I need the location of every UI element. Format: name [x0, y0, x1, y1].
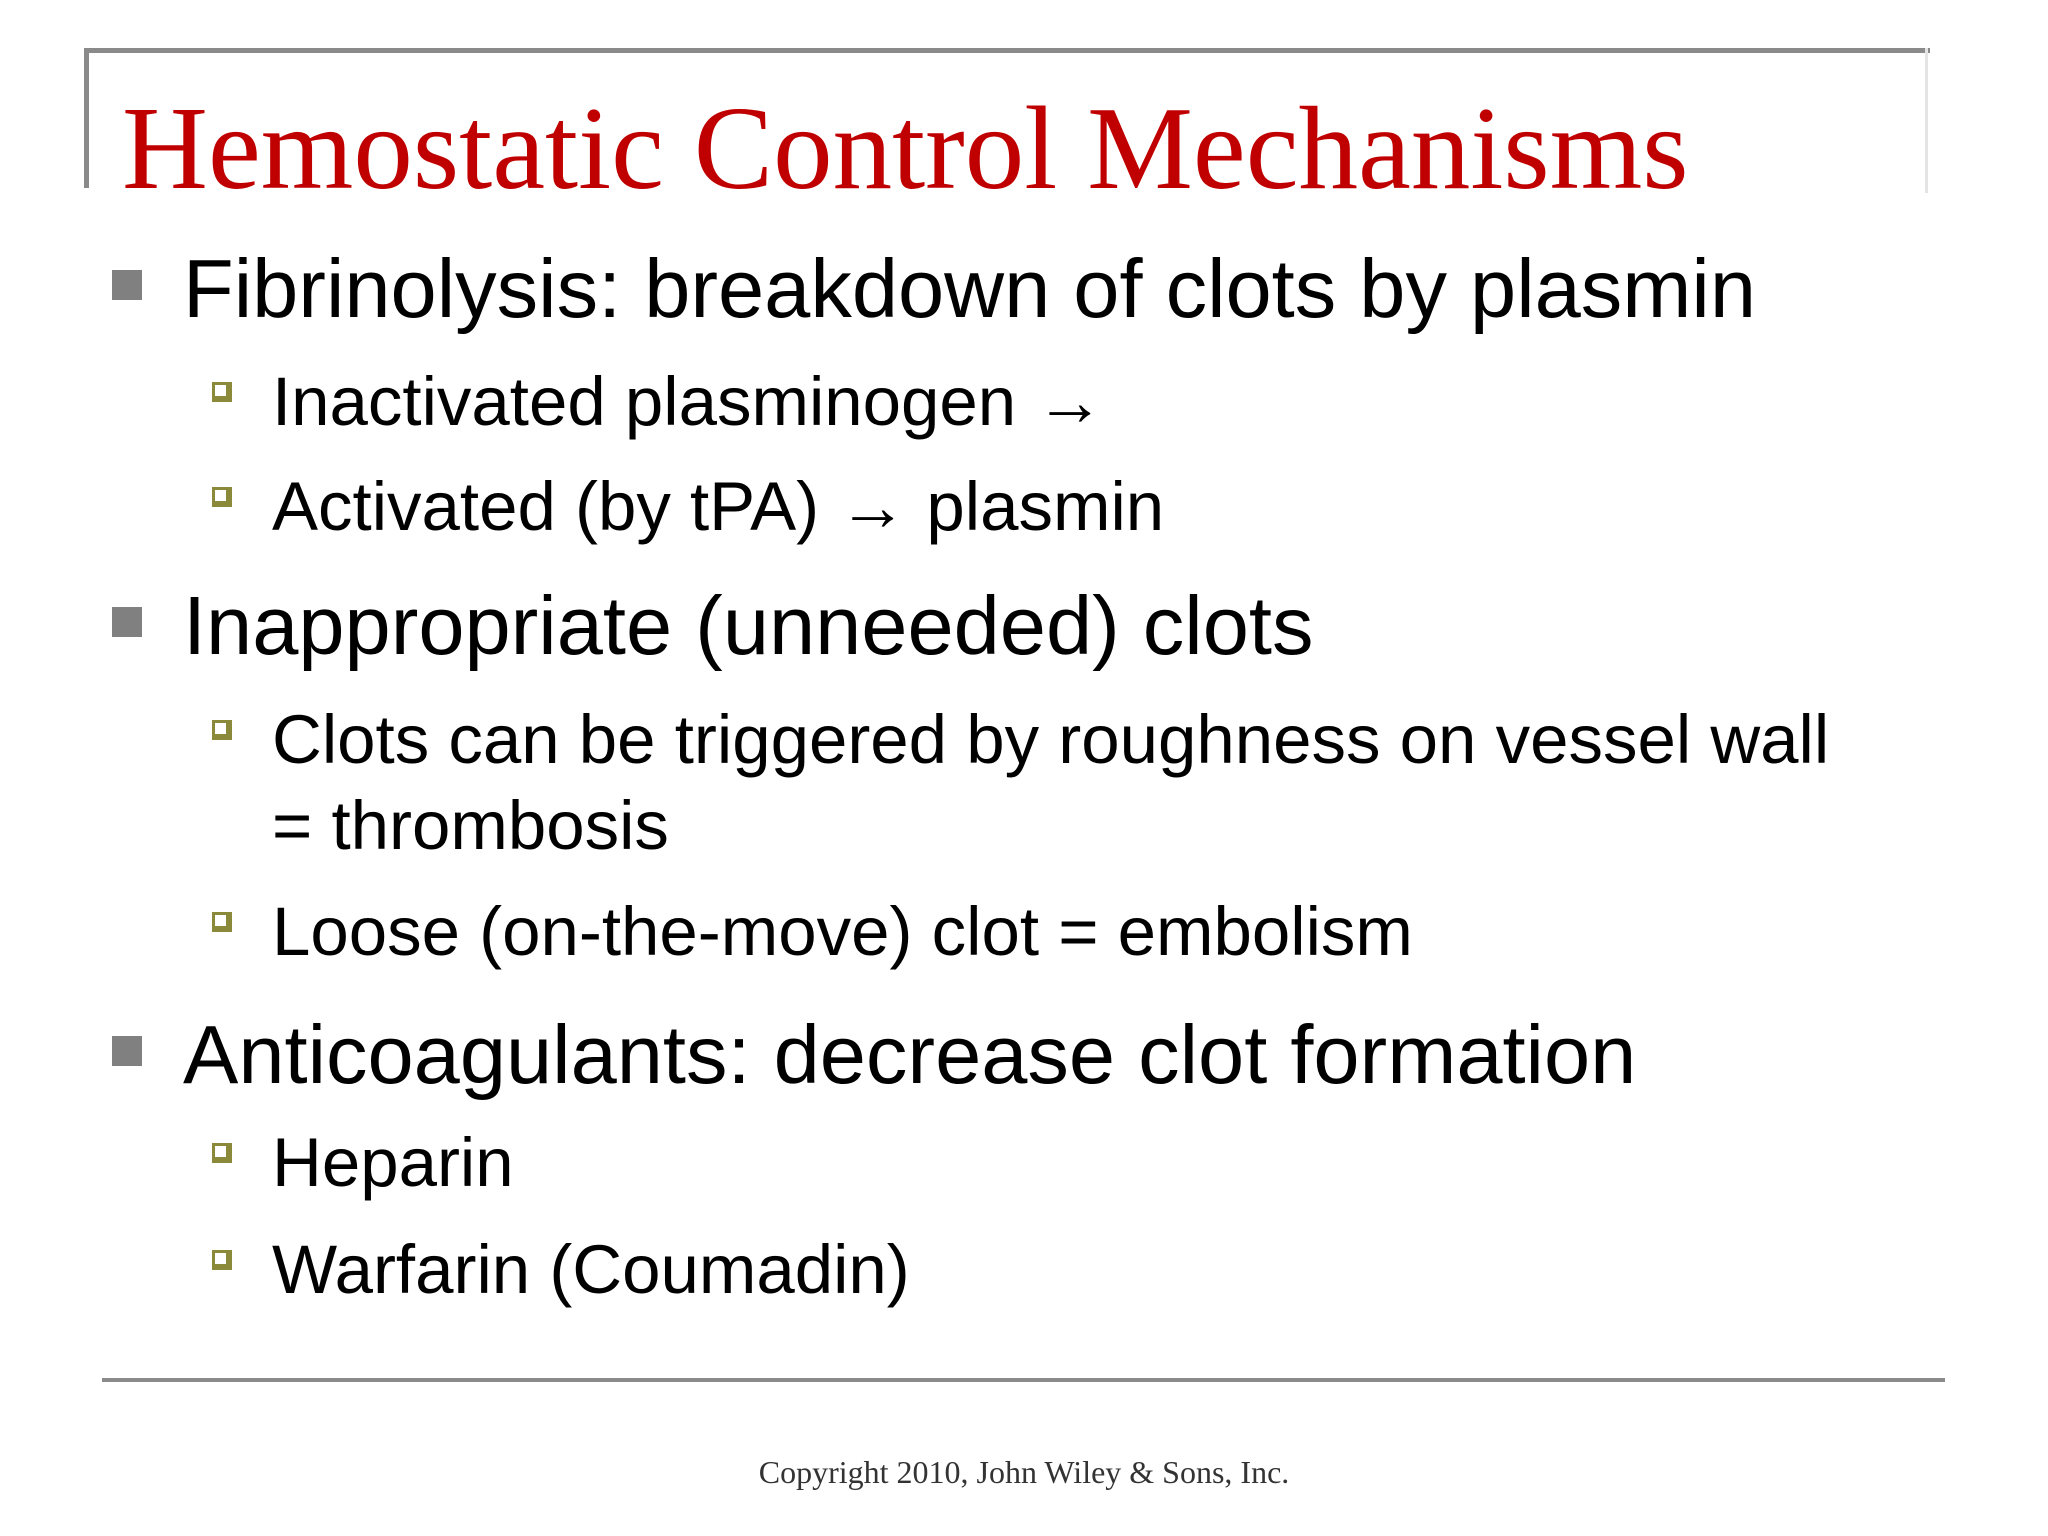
sub-bullet-embolism: Loose (on-the-move) clot = embolism — [272, 893, 1413, 970]
box-bullet-icon — [212, 1250, 232, 1270]
box-bullet-icon — [212, 487, 232, 507]
bullet-anticoagulants: Anticoagulants: decrease clot formation — [183, 1008, 1637, 1101]
box-bullet-icon — [212, 912, 232, 932]
square-bullet-icon — [112, 1036, 142, 1066]
copyright-footer: Copyright 2010, John Wiley & Sons, Inc. — [758, 1454, 1290, 1490]
slide-title: Hemostatic Control Mechanisms — [122, 82, 1689, 214]
sub-bullet-activated-tpa: Activated (by tPA) → plasmin — [272, 468, 1165, 545]
sub-bullet-inactivated-plasminogen: Inactivated plasminogen → — [272, 363, 1105, 440]
square-bullet-icon — [112, 270, 142, 300]
box-bullet-icon — [212, 382, 232, 402]
bullet-fibrinolysis: Fibrinolysis: breakdown of clots by plasmin — [183, 242, 1757, 335]
sub-bullet-thrombosis: Clots can be triggered by roughness on vessel wall = thrombosis — [272, 701, 1830, 864]
square-bullet-icon — [112, 607, 142, 637]
sub-bullet-heparin: Heparin — [272, 1124, 514, 1201]
sub-bullet-warfarin: Warfarin (Coumadin) — [272, 1231, 910, 1308]
box-bullet-icon — [212, 1143, 232, 1163]
bullet-inappropriate-clots: Inappropriate (unneeded) clots — [183, 579, 1314, 672]
footer-rule — [102, 1378, 1945, 1382]
box-bullet-icon — [212, 720, 232, 740]
